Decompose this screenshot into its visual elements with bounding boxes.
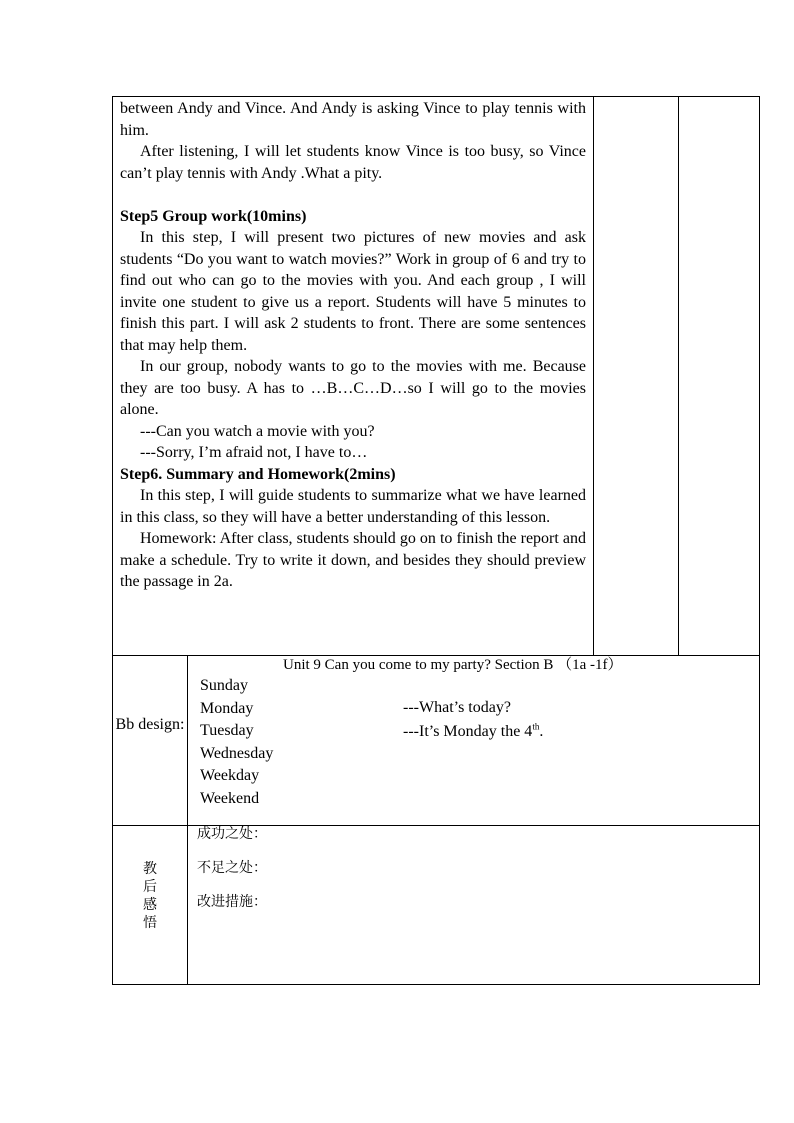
intro-paragraph-2: After listening, I will let students know Vince is too busy, so Vince can’t play tennis with Andy .What a pity. xyxy=(120,143,586,182)
label-divider xyxy=(187,826,188,984)
step5-answer: ---Sorry, I’m afraid not, I have to… xyxy=(140,444,368,461)
day-item: Tuesday xyxy=(200,722,254,739)
column-divider xyxy=(678,97,679,655)
dialog-answer: ---It’s Monday the 4th. xyxy=(403,721,544,740)
day-item: Monday xyxy=(200,699,254,717)
reflection-table xyxy=(112,825,760,985)
step6-paragraph-1: In this step, I will guide students to summarize what we have learned in this class, so they will have a better understanding of this lesson. xyxy=(120,487,586,526)
reflection-improvement: 改进措施： xyxy=(197,894,267,910)
step5-question: ---Can you watch a movie with you? xyxy=(140,422,375,440)
label-divider xyxy=(187,656,188,825)
step6-paragraph-2: Homework: After class, students should go on to finish the report and make a schedule. Try to write it down, and besides they should preview the passage in 2a. xyxy=(120,530,586,590)
step5-heading: Step5 Group work(10mins) xyxy=(120,207,307,225)
board-design-table xyxy=(112,655,760,826)
board-design-title: Unit 9 Can you come to my party? Section B （1a -1f） xyxy=(283,657,623,673)
reflection-shortcoming: 不足之处： xyxy=(197,860,267,876)
day-item: Wednesday xyxy=(200,744,274,762)
reflection-items xyxy=(197,826,267,928)
step5-paragraph-2: In our group, nobody wants to go to the movies with me. Because they are too busy. A has to …B…C…D…so I will go to the movies alone. xyxy=(120,358,586,418)
dialog-example xyxy=(403,696,543,744)
procedure-table xyxy=(112,96,760,656)
day-item: Weekend xyxy=(200,789,260,807)
days-list xyxy=(200,675,273,810)
step5-paragraph-1: In this step, I will present two pictures of new movies and ask students “Do you want to watch movies?” Work in group of 6 and try to find out who can go to the movies with you. And each group , I will invite one student to give us a report. Students will have 5 minutes to finish this part. I will ask 2 students to front. There are some sentences that may help them. xyxy=(120,229,586,354)
reflection-success: 成功之处： xyxy=(197,826,267,842)
reflection-label: 教 后 感 悟 xyxy=(143,861,157,931)
board-design-label: Bb design: xyxy=(115,716,185,733)
step6-heading: Step6. Summary and Homework(2mins) xyxy=(120,465,396,483)
intro-paragraph-1: between Andy and Vince. And Andy is asking Vince to play tennis with him. xyxy=(120,100,586,139)
column-divider xyxy=(593,97,594,655)
day-item: Sunday xyxy=(200,677,248,694)
dialog-question: ---What’s today? xyxy=(403,699,511,716)
day-item: Weekday xyxy=(200,767,260,784)
procedure-content xyxy=(120,98,586,593)
